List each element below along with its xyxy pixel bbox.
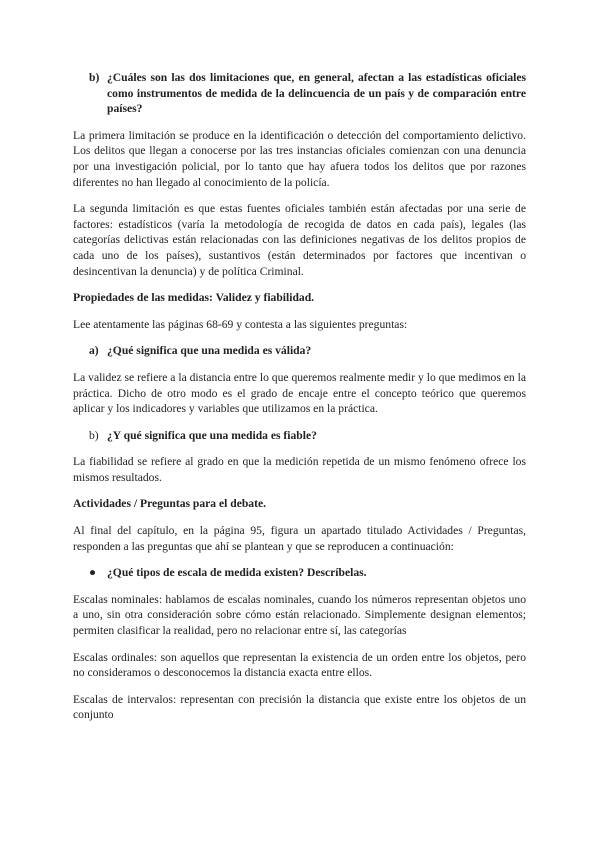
paragraph-second-limitation: La segunda limitación es que estas fuentes oficiales también están afectadas por una serie de factores: estadísticos (varía la metodología de recogida de datos en cada país), legales (las categorías delictivas están relacionadas con las definiciones negativas de los delitos propios de cada uno de los países), sustantivos (están determinados por factores que incentivan o desincentivan la denuncia) y de política Criminal. bbox=[73, 202, 526, 278]
question-b2-text: ¿Y qué significa que una medida es fiable? bbox=[107, 428, 317, 442]
question-b-marker: b) bbox=[89, 71, 100, 84]
heading-properties: Propiedades de las medidas: Validez y fiabilidad. bbox=[73, 291, 315, 305]
bullet-dot-icon: ● bbox=[89, 566, 97, 580]
bullet-scale-types bbox=[73, 565, 526, 581]
paragraph-interval-scales: Escalas de intervalos: representan con precisión la distancia que existe entre los objetos de un conjunto bbox=[73, 692, 526, 722]
question-b bbox=[73, 70, 526, 117]
paragraph-ordinal-scales: Escalas ordinales: son aquellos que representan la existencia de un orden entre los objetos, pero no consideramos o desconocemos la distancia exacta entre ellos. bbox=[73, 650, 526, 680]
question-a-text: ¿Qué significa que una medida es válida? bbox=[107, 344, 312, 358]
paragraph-instructions: Lee atentamente las páginas 68-69 y contesta a las siguientes preguntas: bbox=[73, 317, 408, 331]
question-b-text: ¿Cuáles son las dos limitaciones que, en general, afectan a las estadísticas oficiales como instrumentos de medida de la delincuencia de un país y de comparación entre países? bbox=[107, 71, 526, 116]
paragraph-first-limitation: La primera limitación se produce en la identificación o detección del comportamiento delictivo. Los delitos que llegan a conocerse por las tres instancias oficiales comienzan con una denuncia por una investigación policial, por lo tanto que hay afuera todos los delitos que por razones diferentes no han llegado al conocimiento de la policía. bbox=[73, 128, 526, 189]
document-page bbox=[73, 70, 526, 723]
heading-activities: Actividades / Preguntas para el debate. bbox=[73, 497, 267, 511]
question-b-reliability bbox=[73, 428, 526, 444]
paragraph-activities-intro: Al final del capítulo, en la página 95, figura un apartado titulado Actividades / Preguntas, responden a las preguntas que ahí se plantean y que se reproducen a continuación: bbox=[73, 524, 526, 553]
paragraph-validity: La validez se refiere a la distancia entre lo que queremos realmente medir y lo que medimos en la práctica. Dicho de otro modo es el grado de encaje entre el concepto teórico que queremos aplicar y los indicadores y variables que utilizamos en la práctica. bbox=[73, 370, 526, 416]
question-b2-marker: b) bbox=[89, 428, 99, 442]
question-a-marker: a) bbox=[89, 344, 99, 358]
paragraph-nominal-scales: Escalas nominales: hablamos de escalas nominales, cuando los números representan objetos uno a uno, sin otra consideración sobre cómo están relacionado. Simplemente designan elementos; permiten clasificar la realidad, pero no relacionar entre sí, las categorías bbox=[73, 592, 526, 638]
bullet-scale-types-text: ¿Qué tipos de escala de medida existen? Descríbelas. bbox=[107, 566, 367, 580]
paragraph-reliability: La fiabilidad se refiere al grado en que la medición repetida de un mismo fenómeno ofrece los mismos resultados. bbox=[73, 455, 526, 484]
question-a-validity bbox=[73, 343, 526, 359]
